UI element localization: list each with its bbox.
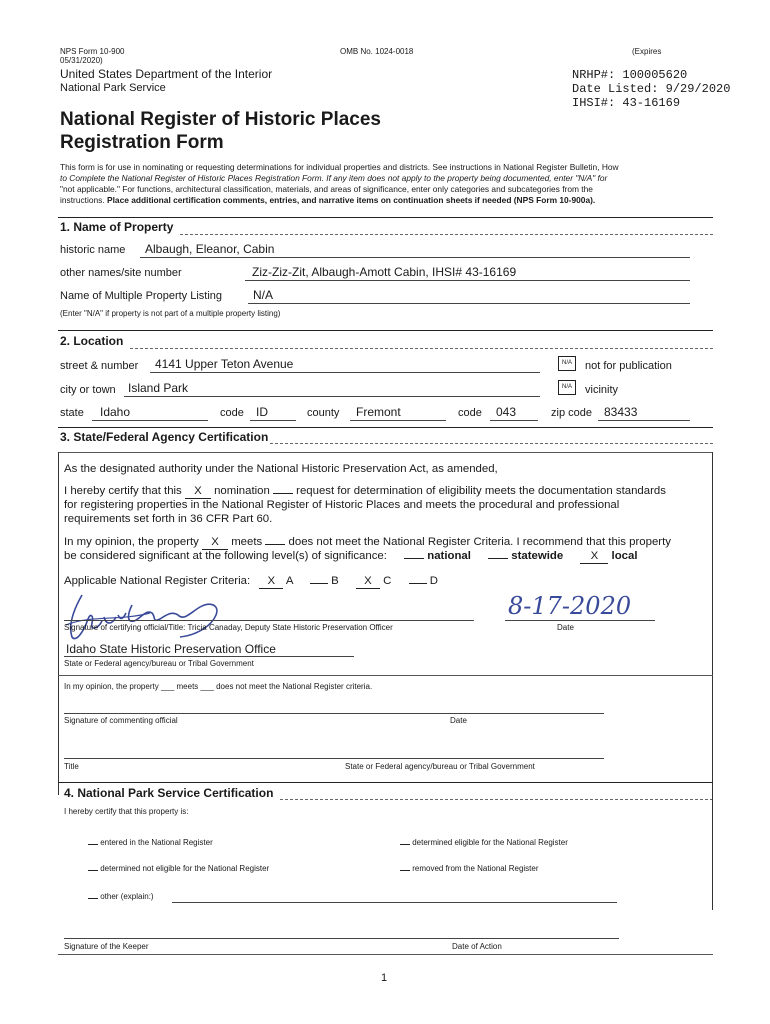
option-not-eligible[interactable]: determined not eligible for the National Register <box>88 864 269 873</box>
date-caption-2: Date <box>450 716 467 725</box>
multiple-listing-value[interactable]: N/A <box>253 288 274 302</box>
zip-value[interactable]: 83433 <box>604 405 638 419</box>
section1-heading: 1. Name of Property <box>60 220 174 234</box>
form-number: NPS Form 10-900 <box>60 47 125 56</box>
opinion-text-b: meets <box>228 536 266 548</box>
criteria-b-label: B <box>331 575 339 587</box>
cert-authority: As the designated authority under the National Historic Preservation Act, as amended, <box>64 463 498 475</box>
section2-heading: 2. Location <box>60 334 124 348</box>
cert-text-a: I hereby certify that this <box>64 485 185 497</box>
department: United States Department of the Interior <box>60 67 273 81</box>
state-code-label: code <box>220 407 244 419</box>
not-for-publication-checkbox[interactable]: N/A <box>558 356 576 371</box>
city-value[interactable]: Island Park <box>128 381 189 395</box>
criteria-c-label: C <box>383 575 392 587</box>
expires-label: (Expires <box>632 47 662 56</box>
agency-value[interactable]: Idaho State Historic Preservation Office <box>66 642 276 656</box>
ihsi-number: IHSI#: 43-16169 <box>572 96 681 110</box>
state-code-value[interactable]: ID <box>256 405 268 419</box>
opinion-text-a: In my opinion, the property <box>64 536 203 548</box>
intro-line-4b: Place additional certification comments, entries, and narrative items on continuation sheets if needed (NPS Form 10-900a). <box>107 195 596 205</box>
zip-label: zip code <box>551 407 592 419</box>
form-title-line1: National Register of Historic Places <box>60 109 381 130</box>
county-label: county <box>307 407 340 419</box>
agency-caption-2: State or Federal agency/bureau or Tribal Government <box>345 762 535 771</box>
cert-line-3: requirements set forth in 36 CFR Part 60. <box>64 513 273 525</box>
cert-text-b: nomination <box>210 485 273 497</box>
vicinity-label: vicinity <box>585 384 619 396</box>
county-code-value[interactable]: 043 <box>496 405 517 419</box>
city-label: city or town <box>60 384 116 396</box>
significance-line <box>64 549 638 564</box>
date-of-action-caption: Date of Action <box>452 942 502 951</box>
national-blank[interactable] <box>404 558 424 559</box>
agency-caption: State or Federal agency/bureau or Tribal Government <box>64 659 254 668</box>
keeper-certify: I hereby certify that this property is: <box>64 807 189 816</box>
nrhp-number: NRHP#: 100005620 <box>572 68 688 82</box>
request-blank[interactable] <box>273 493 293 494</box>
omb-number: OMB No. 1024-0018 <box>340 47 414 56</box>
local-label: local <box>611 550 638 562</box>
cert-text-c: request for determination of eligibility meets the documentation standards <box>292 485 666 497</box>
cert-line-2: for registering properties in the National Register of Historic Places and meets the procedural and professional <box>64 499 620 511</box>
option-determined-eligible[interactable]: determined eligible for the National Register <box>400 838 568 847</box>
meets-mark[interactable]: X <box>202 535 228 550</box>
section3-heading: 3. State/Federal Agency Certification <box>60 430 269 444</box>
state-value[interactable]: Idaho <box>100 405 131 419</box>
street-value[interactable]: 4141 Upper Teton Avenue <box>155 357 294 371</box>
criteria-a-mark[interactable]: X <box>259 574 283 589</box>
statewide-label: statewide <box>511 550 564 562</box>
multiple-listing-note: (Enter "N/A" if property is not part of a multiple property listing) <box>60 309 281 318</box>
intro-line-1: This form is for use in nominating or requesting determinations for individual properties and districts. See instructions in National Register Bulletin, How <box>60 162 619 172</box>
section4-heading: 4. National Park Service Certification <box>64 786 274 800</box>
handwritten-signature <box>60 585 240 647</box>
page-number: 1 <box>381 972 388 984</box>
intro-line-4a: instructions. <box>60 195 108 205</box>
multiple-listing-label: Name of Multiple Property Listing <box>60 290 223 302</box>
opinion-line: In my opinion, the property ___ meets ___ does not meet the National Register criteria. <box>64 682 373 691</box>
date-listed: Date Listed: 9/29/2020 <box>572 82 731 96</box>
keeper-signature-caption: Signature of the Keeper <box>64 942 149 951</box>
date-caption: Date <box>557 623 574 632</box>
option-removed[interactable]: removed from the National Register <box>400 864 539 873</box>
not-for-publication-label: not for publication <box>585 360 672 372</box>
national-label: national <box>427 550 471 562</box>
intro-line-2: to Complete the National Register of Historic Places Registration Form. If any item does not apply to the property being documented, enter "N/A" for <box>60 173 608 183</box>
title-caption: Title <box>64 762 79 771</box>
not-meet-blank[interactable] <box>265 544 285 545</box>
state-label: state <box>60 407 84 419</box>
street-label: street & number <box>60 360 139 372</box>
vicinity-checkbox[interactable]: N/A <box>558 380 576 395</box>
signed-date: 8-17-2020 <box>508 592 632 620</box>
form-title-line2: Registration Form <box>60 132 224 153</box>
intro-line-4 <box>60 195 619 206</box>
option-entered[interactable]: entered in the National Register <box>88 838 213 847</box>
historic-name-label: historic name <box>60 244 126 256</box>
statewide-blank[interactable] <box>488 558 508 559</box>
local-mark[interactable]: X <box>580 549 608 564</box>
cert-nomination-line <box>64 484 666 499</box>
criteria-d-label: D <box>429 575 438 587</box>
county-value[interactable]: Fremont <box>356 405 401 419</box>
cert-opinion-line <box>64 535 671 550</box>
criteria-b-blank[interactable] <box>310 583 328 584</box>
option-other[interactable]: other (explain:) <box>88 892 154 901</box>
county-code-label: code <box>458 407 482 419</box>
intro-paragraph <box>60 162 619 206</box>
historic-name-value[interactable]: Albaugh, Eleanor, Cabin <box>145 242 275 256</box>
nomination-mark[interactable]: X <box>185 484 211 499</box>
criteria-label: Applicable National Register Criteria: <box>64 575 251 587</box>
commenting-caption: Signature of commenting official <box>64 716 178 725</box>
other-names-value[interactable]: Ziz-Ziz-Zit, Albaugh-Amott Cabin, IHSI# 43-16169 <box>252 265 517 279</box>
criteria-c-mark[interactable]: X <box>356 574 380 589</box>
signature-caption: Signature of certifying official/Title: Tricia Canaday, Deputy State Historic Preservation Officer <box>64 623 393 632</box>
service: National Park Service <box>60 82 166 94</box>
criteria-d-blank[interactable] <box>409 583 427 584</box>
form-date: 05/31/2020) <box>60 56 103 65</box>
opinion-text-c: does not meet the National Register Criteria. I recommend that this property <box>285 536 671 548</box>
significance-text: be considered significant at the following level(s) of significance: <box>64 550 387 562</box>
criteria-a-label: A <box>285 575 293 587</box>
other-names-label: other names/site number <box>60 267 182 279</box>
intro-line-3: "not applicable." For functions, architectural classification, materials, and areas of significance, enter only categories and subcategories from the <box>60 184 593 194</box>
